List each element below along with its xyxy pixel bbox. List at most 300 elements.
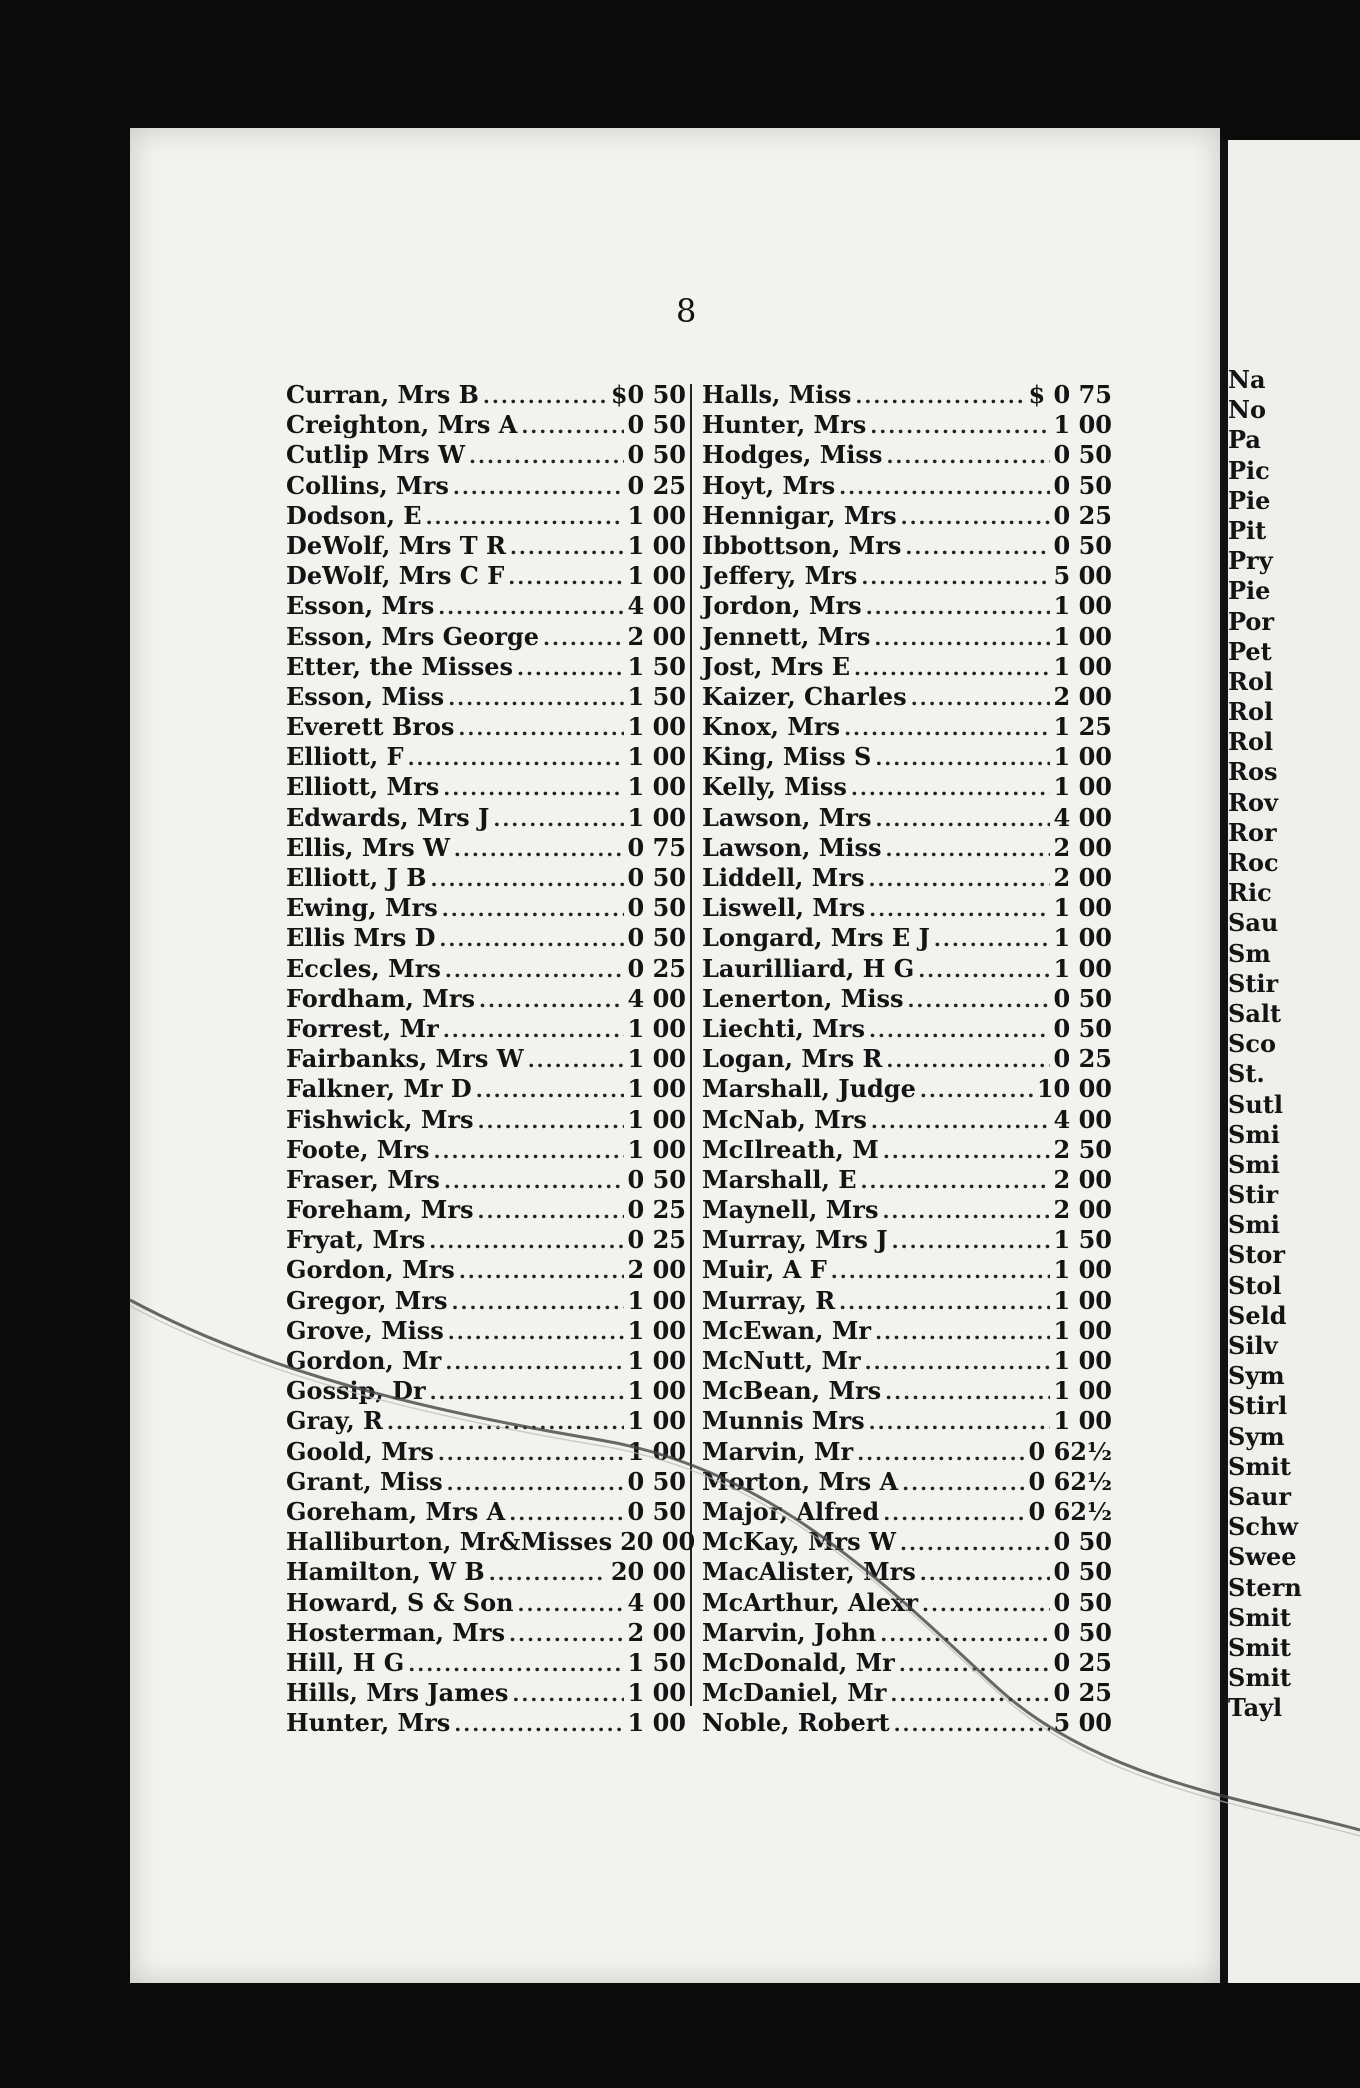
entry-name: Gregor, Mrs — [286, 1285, 448, 1315]
list-entry — [286, 1708, 686, 1738]
entry-amount: 0 62½ — [1028, 1436, 1112, 1466]
adjacent-page-fragment: Stol — [1228, 1270, 1282, 1300]
adjacent-page-fragment: Pie — [1228, 485, 1271, 515]
leader-dots — [442, 894, 624, 924]
leader-dots — [874, 623, 1049, 653]
leader-dots — [528, 1045, 624, 1075]
leader-dots — [448, 683, 623, 713]
entry-name: Lawson, Mrs — [702, 802, 872, 832]
list-entry — [286, 1165, 686, 1195]
adjacent-page-fragment: Pet — [1228, 636, 1272, 666]
column-divider — [690, 384, 692, 1706]
entry-amount: 2 00 — [627, 1255, 686, 1285]
list-entry — [286, 652, 686, 682]
entry-name: Lawson, Miss — [702, 832, 882, 862]
leader-dots — [387, 1407, 624, 1437]
list-entry — [702, 1044, 1112, 1074]
adjacent-page-fragment: Rol — [1228, 727, 1274, 757]
list-entry — [702, 1286, 1112, 1316]
entry-name: Gordon, Mrs — [286, 1255, 455, 1285]
entry-name: Murray, Mrs J — [702, 1225, 888, 1255]
adjacent-page-fragment: Smi — [1228, 1210, 1280, 1240]
list-entry — [702, 1678, 1112, 1708]
list-entry — [702, 531, 1112, 561]
entry-amount: 1 00 — [627, 1134, 686, 1164]
entry-amount: 1 00 — [627, 742, 686, 772]
entry-name: Morton, Mrs A — [702, 1466, 899, 1496]
adjacent-page-fragment: Rol — [1228, 666, 1274, 696]
adjacent-page-fragment: Na — [1228, 365, 1266, 394]
entry-name: DeWolf, Mrs T R — [286, 530, 506, 560]
list-entry — [286, 1648, 686, 1678]
list-entry — [702, 1195, 1112, 1225]
leader-dots — [869, 864, 1050, 894]
entry-name: Knox, Mrs — [702, 712, 841, 742]
list-entry — [286, 1225, 686, 1255]
adjacent-page-fragment: Smit — [1228, 1663, 1291, 1693]
list-entry — [286, 1346, 686, 1376]
entry-amount: 1 00 — [627, 772, 686, 802]
leader-dots — [452, 1287, 624, 1317]
list-entry — [702, 742, 1112, 772]
list-entry — [286, 1044, 686, 1074]
list-entry — [702, 1557, 1112, 1587]
entry-name: Hodges, Miss — [702, 440, 883, 470]
list-entry — [702, 772, 1112, 802]
entry-name: Edwards, Mrs J — [286, 802, 490, 832]
entry-name: McDonald, Mr — [702, 1647, 895, 1677]
list-entry — [702, 471, 1112, 501]
leader-dots — [869, 1015, 1050, 1045]
entry-amount: 2 00 — [1053, 832, 1112, 862]
adjacent-page-fragment: Pry — [1228, 546, 1273, 576]
entry-name: Marshall, E — [702, 1164, 857, 1194]
entry-amount: 0 50 — [627, 1496, 686, 1526]
leader-dots — [934, 924, 1050, 954]
leader-dots — [880, 1619, 1049, 1649]
entry-amount: 0 25 — [627, 1195, 686, 1225]
list-entry — [702, 410, 1112, 440]
list-entry — [286, 1437, 686, 1467]
entry-amount: 1 00 — [1053, 1255, 1112, 1285]
adjacent-page-fragment: Silv — [1228, 1331, 1278, 1360]
entry-name: Fryat, Mrs — [286, 1225, 426, 1255]
adjacent-page-fragment: Stir — [1228, 968, 1279, 998]
entry-amount: 1 00 — [1053, 651, 1112, 681]
entry-amount: 1 00 — [627, 1708, 686, 1738]
entry-amount: 1 00 — [627, 1346, 686, 1375]
leader-dots — [439, 924, 623, 954]
list-entry — [702, 1255, 1112, 1285]
list-entry — [702, 984, 1112, 1014]
entry-name: McArthur, Alexr — [702, 1587, 918, 1617]
entry-amount: 0 25 — [1053, 1044, 1112, 1074]
entry-amount: 2 00 — [1053, 681, 1112, 711]
leader-dots — [902, 1468, 1024, 1498]
list-entry — [702, 1437, 1112, 1467]
adjacent-page-fragment: Rov — [1228, 787, 1278, 817]
entry-name: Dodson, E — [286, 500, 422, 530]
entry-amount: 1 00 — [627, 1315, 686, 1345]
adjacent-page-fragment: Sym — [1228, 1421, 1285, 1451]
list-entry — [286, 742, 686, 772]
entry-amount: 1 00 — [1053, 772, 1112, 802]
leader-dots — [883, 1498, 1024, 1528]
leader-dots — [454, 834, 624, 864]
entry-name: Hosterman, Mrs — [286, 1617, 506, 1647]
entry-name: Marvin, John — [702, 1617, 877, 1647]
adjacent-page-fragment: Pit — [1228, 515, 1267, 545]
adjacent-page-fragment: Ric — [1228, 878, 1272, 908]
entry-name: Noble, Robert — [702, 1708, 890, 1738]
leader-dots — [469, 441, 624, 471]
entry-name: Logan, Mrs R — [702, 1044, 883, 1074]
leader-dots — [459, 1256, 624, 1286]
entry-amount: 1 00 — [1053, 1346, 1112, 1375]
adjacent-page-fragment: Saur — [1228, 1481, 1291, 1511]
entry-amount: 20 00 — [610, 1557, 686, 1587]
adjacent-page-fragment: Sym — [1228, 1361, 1285, 1391]
entry-name: McKay, Mrs W — [702, 1527, 896, 1557]
list-entry — [702, 833, 1112, 863]
entry-name: Fordham, Mrs — [286, 983, 475, 1013]
list-entry — [702, 954, 1112, 984]
entry-name: Collins, Mrs — [286, 470, 449, 500]
entry-name: Everett Bros — [286, 712, 455, 742]
entry-amount: 1 00 — [627, 530, 686, 560]
entry-name: Ellis Mrs D — [286, 923, 436, 953]
adjacent-page-fragment: Sutl — [1228, 1089, 1283, 1119]
entry-amount: 0 50 — [627, 923, 686, 953]
adjacent-page-fragment: Pa — [1228, 425, 1261, 455]
list-entry — [702, 893, 1112, 923]
leader-dots — [869, 894, 1049, 924]
entry-amount: 1 00 — [627, 500, 686, 530]
entry-amount: 1 00 — [627, 561, 686, 591]
adjacent-page-fragment: Stern — [1228, 1572, 1302, 1602]
entry-name: Hamilton, W B — [286, 1557, 485, 1587]
entry-amount: $ 0 75 — [1028, 380, 1112, 409]
adjacent-page-fragment: Swee — [1228, 1542, 1297, 1572]
entry-amount: 1 00 — [1053, 742, 1112, 772]
list-entry — [286, 984, 686, 1014]
entry-amount: 10 00 — [1036, 1074, 1112, 1104]
entry-name: Ewing, Mrs — [286, 893, 438, 923]
leader-dots — [892, 1226, 1050, 1256]
entry-amount: 0 50 — [627, 1466, 686, 1496]
entry-name: Falkner, Mr D — [286, 1074, 472, 1104]
entry-amount: 2 00 — [627, 1617, 686, 1647]
adjacent-page-fragment: Pie — [1228, 576, 1271, 606]
leader-dots — [920, 1075, 1033, 1105]
list-entry — [286, 501, 686, 531]
leader-dots — [444, 1166, 624, 1196]
list-entry — [286, 1527, 696, 1557]
leader-dots — [429, 1226, 623, 1256]
list-entry — [702, 440, 1112, 470]
entry-amount: 1 00 — [627, 1044, 686, 1074]
entry-name: Muir, A F — [702, 1255, 827, 1285]
list-entry — [702, 1225, 1112, 1255]
entry-name: Jennett, Mrs — [702, 621, 871, 651]
entry-name: McDaniel, Mr — [702, 1678, 887, 1708]
entry-amount: 4 00 — [1053, 802, 1112, 832]
entry-name: Murray, R — [702, 1285, 836, 1315]
entry-name: Goreham, Mrs A — [286, 1496, 506, 1526]
leader-dots — [861, 1166, 1050, 1196]
leader-dots — [869, 1407, 1050, 1437]
leader-dots — [445, 1347, 623, 1377]
entry-amount: 0 75 — [627, 832, 686, 862]
entry-amount: 1 00 — [627, 1678, 686, 1708]
leader-dots — [890, 1679, 1049, 1709]
list-entry — [702, 1648, 1112, 1678]
adjacent-page-fragment: Rol — [1228, 697, 1274, 727]
adjacent-page-fragment: Smi — [1228, 1149, 1280, 1179]
list-entry — [286, 954, 686, 984]
entry-amount: 1 00 — [627, 1285, 686, 1315]
entry-name: King, Miss S — [702, 742, 872, 772]
leader-dots — [866, 592, 1050, 622]
entry-amount: 0 50 — [627, 863, 686, 892]
entry-name: Creighton, Mrs A — [286, 410, 518, 440]
entry-amount: 0 50 — [1053, 1013, 1112, 1043]
list-entry — [702, 863, 1112, 893]
list-entry — [286, 622, 686, 652]
leader-dots — [426, 502, 624, 532]
leader-dots — [857, 1438, 1024, 1468]
leader-dots — [447, 1468, 624, 1498]
adjacent-page-fragment: Ror — [1228, 817, 1277, 847]
list-entry — [286, 1105, 686, 1135]
leader-dots — [885, 1377, 1049, 1407]
entry-name: Hennigar, Mrs — [702, 500, 897, 530]
entry-amount: 20 00 — [620, 1527, 696, 1557]
leader-dots — [861, 562, 1049, 592]
entry-amount: 1 00 — [627, 1406, 686, 1436]
adjacent-page-fragment: Sm — [1228, 938, 1271, 968]
list-entry — [286, 893, 686, 923]
list-entry — [286, 833, 686, 863]
entry-name: Liddell, Mrs — [702, 863, 865, 892]
entry-name: Hill, H G — [286, 1647, 405, 1677]
leader-dots — [882, 1196, 1049, 1226]
entry-amount: 0 50 — [627, 893, 686, 923]
entry-name: Foreham, Mrs — [286, 1195, 474, 1225]
list-entry — [702, 803, 1112, 833]
entry-name: Hills, Mrs James — [286, 1678, 509, 1708]
entry-name: Hunter, Mrs — [286, 1708, 451, 1738]
list-entry — [702, 652, 1112, 682]
entry-amount: 1 00 — [1053, 621, 1112, 651]
list-entry — [286, 1014, 686, 1044]
leader-dots — [886, 441, 1049, 471]
entry-amount: 1 00 — [1053, 410, 1112, 440]
list-entry — [702, 1074, 1112, 1104]
leader-dots — [443, 1015, 624, 1045]
list-entry — [702, 1105, 1112, 1135]
list-entry — [286, 410, 686, 440]
entry-amount: 0 25 — [1053, 500, 1112, 530]
leader-dots — [871, 1106, 1050, 1136]
leader-dots — [543, 623, 624, 653]
leader-dots — [905, 532, 1049, 562]
leader-dots — [521, 411, 623, 441]
list-entry — [702, 1467, 1112, 1497]
leader-dots — [489, 1558, 607, 1588]
page-number: 8 — [676, 292, 697, 330]
entry-amount: 2 00 — [1053, 1164, 1112, 1194]
entry-amount: 1 00 — [1053, 1315, 1112, 1345]
left-column — [286, 380, 696, 1738]
leader-dots — [899, 1649, 1050, 1679]
adjacent-page-fragment: Stor — [1228, 1240, 1286, 1270]
list-entry — [702, 1406, 1112, 1436]
leader-dots — [875, 743, 1049, 773]
entry-name: Kaizer, Charles — [702, 681, 907, 711]
entry-amount: 1 00 — [627, 1013, 686, 1043]
entry-amount: 2 50 — [1053, 1134, 1112, 1164]
adjacent-page-fragment: Smit — [1228, 1451, 1291, 1481]
leader-dots — [517, 653, 624, 683]
entry-name: Marshall, Judge — [702, 1074, 916, 1104]
page-gutter — [1220, 140, 1228, 1983]
entry-amount: 4 00 — [627, 1587, 686, 1617]
list-entry — [702, 1316, 1112, 1346]
entry-amount: 1 00 — [1053, 1285, 1112, 1315]
adjacent-page-fragment: Stir — [1228, 1180, 1279, 1210]
entry-amount: 0 62½ — [1028, 1466, 1112, 1496]
entry-name: Halls, Miss — [702, 380, 852, 409]
entry-amount: 5 00 — [1053, 561, 1112, 591]
adjacent-page-fragment: Stirl — [1228, 1391, 1288, 1421]
list-entry — [702, 1527, 1112, 1557]
list-entry — [286, 1618, 686, 1648]
list-entry — [286, 591, 686, 621]
right-column — [702, 380, 1112, 1738]
entry-name: Major, Alfred — [702, 1496, 880, 1526]
entry-amount: 0 50 — [1053, 1617, 1112, 1647]
entry-name: Fraser, Mrs — [286, 1164, 440, 1194]
list-entry — [286, 682, 686, 712]
leader-dots — [483, 381, 607, 411]
entry-name: Laurilliard, H G — [702, 953, 915, 983]
entry-name: Fishwick, Mrs — [286, 1104, 474, 1134]
entry-name: Ellis, Mrs W — [286, 832, 450, 862]
leader-dots — [918, 955, 1049, 985]
entry-name: Esson, Mrs — [286, 591, 435, 621]
list-entry — [286, 712, 686, 742]
leader-dots — [445, 955, 624, 985]
list-entry — [286, 1588, 686, 1618]
list-entry — [702, 561, 1112, 591]
list-entry — [702, 712, 1112, 742]
entry-amount: 1 00 — [627, 712, 686, 742]
entry-amount: 1 00 — [627, 1436, 686, 1466]
leader-dots — [839, 472, 1049, 502]
entry-amount: 1 00 — [627, 802, 686, 832]
entry-amount: 5 00 — [1053, 1708, 1112, 1738]
adjacent-page-fragment: Smi — [1228, 1119, 1280, 1149]
leader-dots — [831, 1256, 1050, 1286]
entry-name: Hunter, Mrs — [702, 410, 867, 440]
adjacent-page-fragment: Salt — [1228, 998, 1282, 1028]
leader-dots — [493, 804, 623, 834]
entry-name: Gordon, Mr — [286, 1346, 442, 1375]
leader-dots — [900, 1528, 1050, 1558]
entry-amount: 1 50 — [1053, 1225, 1112, 1255]
list-entry — [286, 1135, 686, 1165]
entry-name: Cutlip Mrs W — [286, 440, 466, 470]
leader-dots — [458, 713, 623, 743]
list-entry — [702, 1588, 1112, 1618]
list-entry — [286, 803, 686, 833]
list-entry — [702, 682, 1112, 712]
entry-name: Maynell, Mrs — [702, 1195, 879, 1225]
adjacent-page-fragment: Sau — [1228, 908, 1279, 938]
entry-name: Elliott, F — [286, 742, 404, 772]
list-entry — [702, 1346, 1112, 1376]
entry-amount: 1 25 — [1053, 712, 1112, 742]
list-entry — [702, 501, 1112, 531]
list-entry — [286, 1255, 686, 1285]
list-entry — [286, 471, 686, 501]
entry-amount: 1 00 — [1053, 923, 1112, 953]
entry-amount: 4 00 — [627, 591, 686, 621]
entry-name: McNab, Mrs — [702, 1104, 867, 1134]
leader-dots — [510, 532, 624, 562]
entry-name: Lenerton, Miss — [702, 983, 904, 1013]
leader-dots — [448, 1317, 624, 1347]
entry-amount: 4 00 — [627, 983, 686, 1013]
entry-amount: 1 00 — [627, 1376, 686, 1406]
entry-name: Marvin, Mr — [702, 1436, 854, 1466]
entry-amount: 0 25 — [627, 1225, 686, 1255]
list-entry — [286, 923, 686, 953]
leader-dots — [408, 743, 624, 773]
list-entry — [702, 591, 1112, 621]
leader-dots — [865, 1347, 1050, 1377]
entry-name: Grove, Miss — [286, 1315, 444, 1345]
entry-name: Longard, Mrs E J — [702, 923, 930, 953]
leader-dots — [901, 502, 1050, 532]
entry-amount: 0 50 — [627, 1164, 686, 1194]
adjacent-page-fragment: Roc — [1228, 848, 1279, 877]
list-entry — [286, 531, 686, 561]
entry-amount: 1 50 — [627, 1647, 686, 1677]
leader-dots — [476, 1075, 624, 1105]
leader-dots — [886, 1045, 1049, 1075]
entry-name: Ibbottson, Mrs — [702, 530, 902, 560]
entry-name: Munnis Mrs — [702, 1406, 865, 1436]
leader-dots — [907, 985, 1049, 1015]
adjacent-page — [1228, 140, 1360, 1983]
leader-dots — [438, 592, 623, 622]
entry-name: Elliott, J B — [286, 863, 427, 892]
entry-amount: 0 25 — [1053, 1647, 1112, 1677]
entry-name: MacAlister, Mrs — [702, 1557, 916, 1587]
leader-dots — [454, 1709, 623, 1739]
list-entry — [286, 772, 686, 802]
entry-amount: 1 00 — [1053, 1376, 1112, 1406]
entry-amount: 0 50 — [1053, 470, 1112, 500]
entry-amount: 0 25 — [627, 953, 686, 983]
entry-name: Kelly, Miss — [702, 772, 847, 802]
leader-dots — [509, 1498, 623, 1528]
adjacent-page-fragments — [1228, 365, 1302, 1723]
entry-name: Howard, S & Son — [286, 1587, 514, 1617]
entry-name: Grant, Miss — [286, 1466, 443, 1496]
